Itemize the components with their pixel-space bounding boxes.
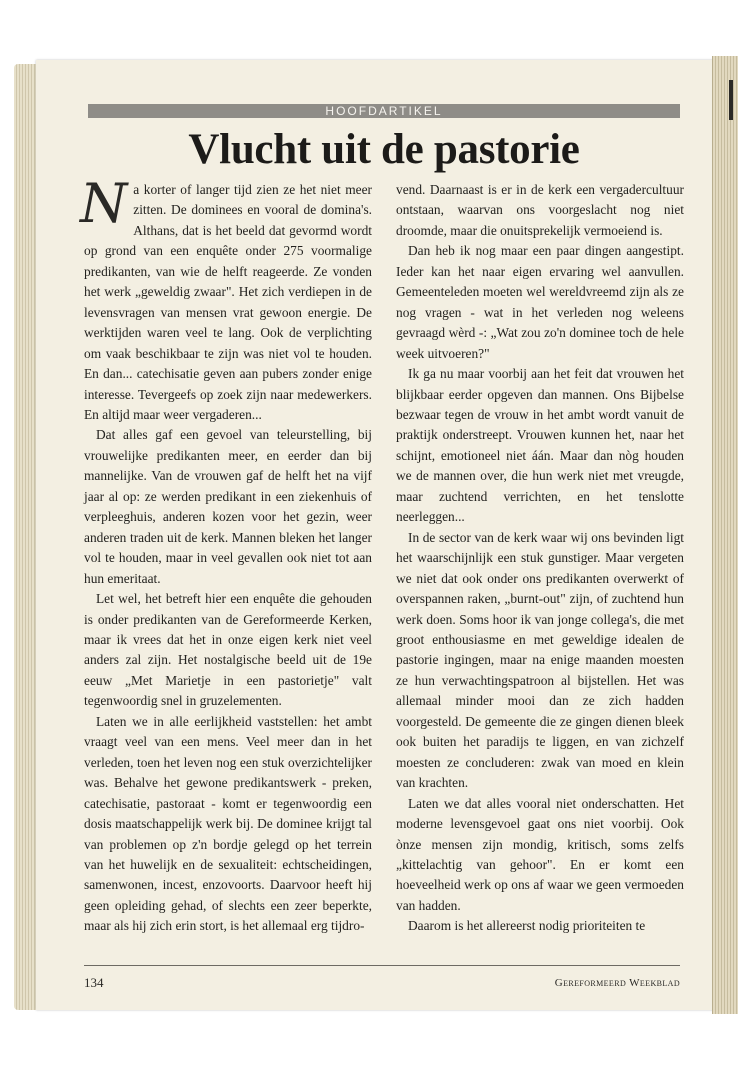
- footer-rule: [84, 965, 680, 966]
- paragraph: Laten we in alle eerlijkheid vaststellen: het ambt vraagt veel van een mens. Veel meer dan in het verleden, toen het leven nog een stuk overzichtelijker was. Behalve het gewone predikantswerk - preken, catechisatie, pastoraat - komt er tegenwoordig een dosis maatschappelijk werk bij. De dominee krijgt tal van problemen op z'n bordje gelegd op het terrein van het huwelijk en de sexualiteit: echtscheidingen, samenwonen, incest, enzovoorts. Daarvoor heeft hij geen opleiding gehad, of slechts een zeer beperkte, maar als hij zich erin stort, is het allemaal erg tijdro-: [84, 713, 372, 934]
- page-marker: [729, 80, 733, 120]
- paragraph: In de sector van de kerk waar wij ons bevinden ligt het waarschijnlijk een stuk gunstiger. Maar vergeten we niet dat ook onder ons predikanten overwerkt of overspannen raken, „burnt-out" zijn, of zuchtend hun werk doen. Soms hoor ik van jonge collega's, die met groot enthousiasme en met geweldige idealen de pastorie ingingen, maar na enige maanden moesten ze hun verwachtingspatroon al bijstellen. Het was allemaal minder mooi dan ze zich hadden voorgesteld. De gemeente die ze gingen dienen bleek ook buiten het paradijs te liggen, en van zichzelf moesten ze concluderen: zwak van moed en klein van krachten.: [396, 529, 684, 791]
- paragraph: Laten we dat alles vooral niet onderschatten. Het moderne levensgevoel gaat ons niet voorbij. Ook ònze mensen zijn mondig, kritisch, soms zelfs „kittelachtig van gehoor". En er komt een hoeveelheid werk op ons af waar we geen vermoeden van hadden.: [396, 795, 684, 913]
- drop-cap: N: [80, 172, 128, 235]
- paragraph-text: a korter of langer tijd zien ze het niet meer zitten. De dominees en vooral de domina's. Althans, dat is het beeld dat gevormd wordt op grond van een enquête onder 275 voormalige predikanten, van wie de helft reageerde. Ze vonden het werk „geweldig zwaar". Het zich verdiepen in de levensvragen van mensen vrat gewoon energie. De werktijden waren veel te lang. Ook de verplichting om vaak beschikbaar te zijn was niet vol te houden. En dan... catechisatie geven aan pubers zonder enige interesse. Tevergeefs op zoek zijn naar medewerkers. En altijd maar weer vergaderen...: [84, 182, 372, 422]
- paragraph: Ik ga nu maar voorbij aan het feit dat vrouwen het blijkbaar eerder opgeven dan mannen. Ons Bijbelse bezwaar tegen de vrouw in het ambt wordt vanuit de praktijk onderstreept. Vrouwen kunnen het, naar het schijnt, emotioneel niet áán. Maar dan nòg houden we de mannen over, die hun werk niet met vreugde, maar zuchtend verrichten, en het tenslotte neerleggen...: [396, 366, 684, 525]
- publication-name: Gereformeerd Weekblad: [554, 977, 680, 989]
- paragraph: Let wel, het betreft hier een enquête die gehouden is onder predikanten van de Gereformeerde Kerken, maar ik vrees dat het in onze eigen kerk niet veel anders zal zijn. Het nostalgische beeld uit de 19e eeuw „Met Marietje in een pastorietje" valt tegenwoordig snel in gruzelementen.: [84, 591, 372, 709]
- next-page-edge: [712, 56, 738, 1014]
- paragraph: [80, 172, 372, 425]
- paragraph: Daarom is het allereerst nodig prioriteiten te: [408, 918, 646, 934]
- paragraph: Dat alles gaf een gevoel van teleurstelling, bij vrouwelijke predikanten meer, en eerder dan bij mannelijke. Van de vrouwen gaf de helft het na vijf jaar al op: ze werden predikant in een ziekenhuis of verpleeghuis, anderen kozen voor het gezin, weer anderen traden uit de kerk. Mannen bleken het langer vol te houden, maar in veel gevallen ook niet tot aan hun emeritaat.: [84, 427, 372, 586]
- article-title: Vlucht uit de pastorie: [188, 126, 580, 173]
- paragraph: vend. Daarnaast is er in de kerk een vergadercultuur ontstaan, waarvan ons voorgeslacht nog niet droomde, maar die onuitsprekelijk vermoeiend is.: [396, 182, 684, 238]
- page-number: 134: [84, 975, 104, 990]
- left-column: [80, 172, 372, 937]
- paragraph: Dan heb ik nog maar een paar dingen aangestipt. Ieder kan het naar eigen ervaring wel aanvullen. Gemeenteleden moeten wel wereldvreemd zijn als ze nog vragen - wat in het verleden nog weleens gevraagd wèrd -: „Wat zou zo'n dominee toch de hele week uitvoeren?": [396, 243, 684, 361]
- section-bar: [88, 104, 680, 118]
- section-label: HOOFDARTIKEL: [325, 104, 443, 118]
- right-column: [396, 180, 684, 937]
